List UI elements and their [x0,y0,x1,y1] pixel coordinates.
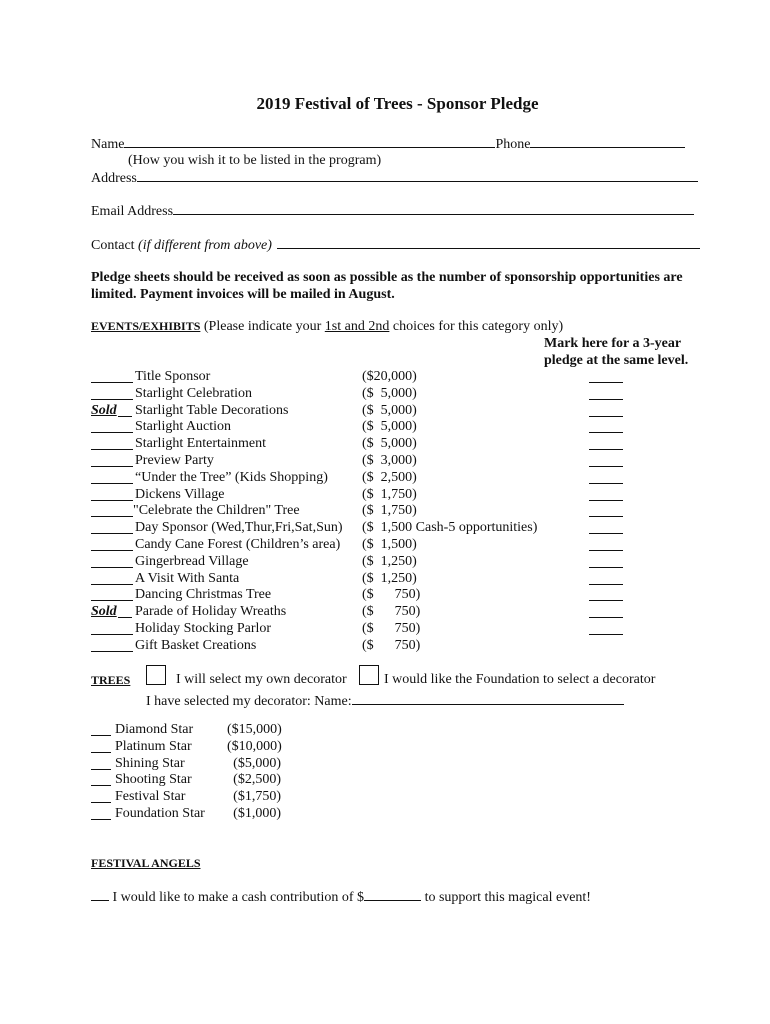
phone-field[interactable] [530,135,685,148]
tree-name: Diamond Star [115,722,194,737]
event-name: Day Sponsor (Wed,Thur,Fri,Sat,Sun) [135,520,343,536]
email-label: Email Address [91,204,174,219]
tree-price: ($10,000) [227,738,282,754]
event-name: Starlight Celebration [135,385,253,401]
event-name: Starlight Auction [135,419,232,435]
event-select-line[interactable] [91,567,133,568]
event-name: Holiday Stocking Parlor [135,621,272,636]
three-year-pledge-line[interactable] [589,516,623,517]
three-year-pledge-line[interactable] [589,567,623,568]
tree-name: Foundation Star [115,806,205,821]
tree-price: ($1,750) [233,789,281,805]
event-name: Preview Party [135,453,214,468]
event-price: ($ 1,500 Cash-5 opportunities) [362,520,538,536]
three-year-pledge-line[interactable] [589,550,623,551]
decorator-name-field[interactable] [352,692,624,705]
tree-name: Shooting Star [115,772,192,788]
event-price: ($ 750) [362,621,421,636]
three-year-pledge-line[interactable] [589,584,623,585]
event-price: ($20,000) [362,369,417,384]
event-select-line[interactable] [91,500,133,501]
three-year-pledge-line[interactable] [589,449,623,450]
events-heading: EVENTS/EXHIBITS [91,319,201,333]
three-year-pledge-line[interactable] [589,500,623,501]
contact-field[interactable] [277,236,700,249]
address-label: Address [91,171,137,186]
angels-text-post: to support this magical event! [421,890,591,905]
event-name: Parade of Holiday Wreaths [135,604,287,620]
tree-select-line[interactable] [91,819,111,820]
angels-amount-field[interactable] [364,888,421,901]
angels-row [91,888,591,906]
email-row [91,202,694,220]
angels-text-pre: I would like to make a cash contribution of $ [112,890,365,905]
event-select-line[interactable] [91,466,133,467]
event-price: ($ 750) [362,637,421,653]
event-select-line[interactable] [118,416,132,417]
event-price: ($ 5,000) [362,436,417,452]
phone-label: Phone [495,137,531,152]
three-year-pledge-line[interactable] [589,634,623,635]
event-name: "Celebrate the Children" Tree [133,503,300,519]
decorator-label: I have selected my decorator: Name: [146,694,352,709]
mark-line-1: Mark here for a 3-year [544,336,682,351]
event-select-line[interactable] [91,634,133,635]
tree-select-line[interactable] [91,785,111,786]
name-hint: (How you wish it to be listed in the program) [128,153,382,168]
event-price: ($ 5,000) [362,385,417,401]
event-select-line[interactable] [91,651,133,652]
event-price: ($ 5,000) [362,402,417,418]
event-name: Starlight Table Decorations [135,402,289,418]
event-price: ($ 750) [362,587,421,603]
tree-price: ($1,000) [233,806,281,821]
event-status: Sold [91,402,117,418]
address-field[interactable] [137,169,698,182]
event-price: ($ 1,750) [362,486,417,502]
three-year-pledge-line[interactable] [589,466,623,467]
angels-checkbox-line[interactable] [91,888,109,901]
page-title: 2019 Festival of Trees - Sponsor Pledge [256,94,539,113]
event-select-line[interactable] [91,533,133,534]
tree-select-line[interactable] [91,769,111,770]
notice-line-1: Pledge sheets should be received as soon as possible as the number of sponsorship opportunities are [91,270,683,285]
event-price: ($ 1,250) [362,553,417,569]
event-price: ($ 1,250) [362,570,417,586]
three-year-pledge-line[interactable] [589,416,623,417]
event-select-line[interactable] [118,617,132,618]
events-instr-pre: (Please indicate your [203,319,325,334]
event-name: Gift Basket Creations [135,637,257,653]
event-price: ($ 2,500) [362,469,417,485]
angels-heading: FESTIVAL ANGELS [91,856,201,870]
name-field[interactable] [124,135,495,148]
decorator-row [146,692,624,710]
event-name: Dancing Christmas Tree [135,587,272,603]
event-select-line[interactable] [91,483,133,484]
contact-hint: (if different from above) [138,238,272,253]
name-row [91,135,685,153]
contact-label: Contact [91,238,135,253]
events-instr-post: choices for this category only) [389,319,564,334]
tree-select-line[interactable] [91,735,111,736]
tree-name: Festival Star [115,789,186,805]
trees-heading: TREES [91,673,131,687]
tree-price: ($5,000) [233,755,281,771]
event-select-line[interactable] [91,399,133,400]
mark-line-2: pledge at the same level. [544,353,689,368]
event-select-line[interactable] [91,600,133,601]
event-name: A Visit With Santa [135,570,240,586]
foundation-decorator-checkbox[interactable] [359,665,379,685]
foundation-decorator-label: I would like the Foundation to select a decorator [384,672,656,687]
event-select-line[interactable] [91,550,133,551]
address-row [91,169,698,187]
event-name: Title Sponsor [135,369,211,384]
name-label: Name [91,137,125,152]
three-year-pledge-line[interactable] [589,617,623,618]
event-name: “Under the Tree” (Kids Shopping) [135,469,328,485]
tree-name: Shining Star [115,755,185,771]
event-price: ($ 1,500) [362,537,417,552]
event-status: Sold [91,604,117,620]
contact-row [91,236,700,254]
own-decorator-checkbox[interactable] [146,665,166,685]
event-price: ($ 750) [362,604,421,620]
tree-select-line[interactable] [91,802,111,803]
email-field[interactable] [173,202,694,215]
three-year-pledge-line[interactable] [589,382,623,383]
event-name: Candy Cane Forest (Children’s area) [135,537,341,552]
three-year-pledge-line[interactable] [589,600,623,601]
tree-price: ($15,000) [227,722,282,737]
event-select-line[interactable] [91,449,133,450]
notice-line-2: limited. Payment invoices will be mailed in August. [91,287,395,302]
event-select-line[interactable] [91,382,133,383]
event-select-line[interactable] [91,432,133,433]
three-year-pledge-line[interactable] [589,483,623,484]
three-year-pledge-line[interactable] [589,533,623,534]
three-year-pledge-line[interactable] [589,432,623,433]
event-select-line[interactable] [91,584,133,585]
tree-select-line[interactable] [91,752,111,753]
event-name: Gingerbread Village [135,553,249,569]
tree-name: Platinum Star [115,738,192,754]
event-name: Starlight Entertainment [135,436,267,452]
event-price: ($ 3,000) [362,453,417,468]
event-price: ($ 1,750) [362,503,417,519]
events-instr-choices: 1st and 2nd [324,319,390,334]
tree-price: ($2,500) [233,772,281,788]
events-heading-row [91,318,563,335]
event-select-line[interactable] [91,516,133,517]
event-name: Dickens Village [135,486,225,502]
event-price: ($ 5,000) [362,419,417,435]
own-decorator-label: I will select my own decorator [176,672,347,687]
three-year-pledge-line[interactable] [589,399,623,400]
